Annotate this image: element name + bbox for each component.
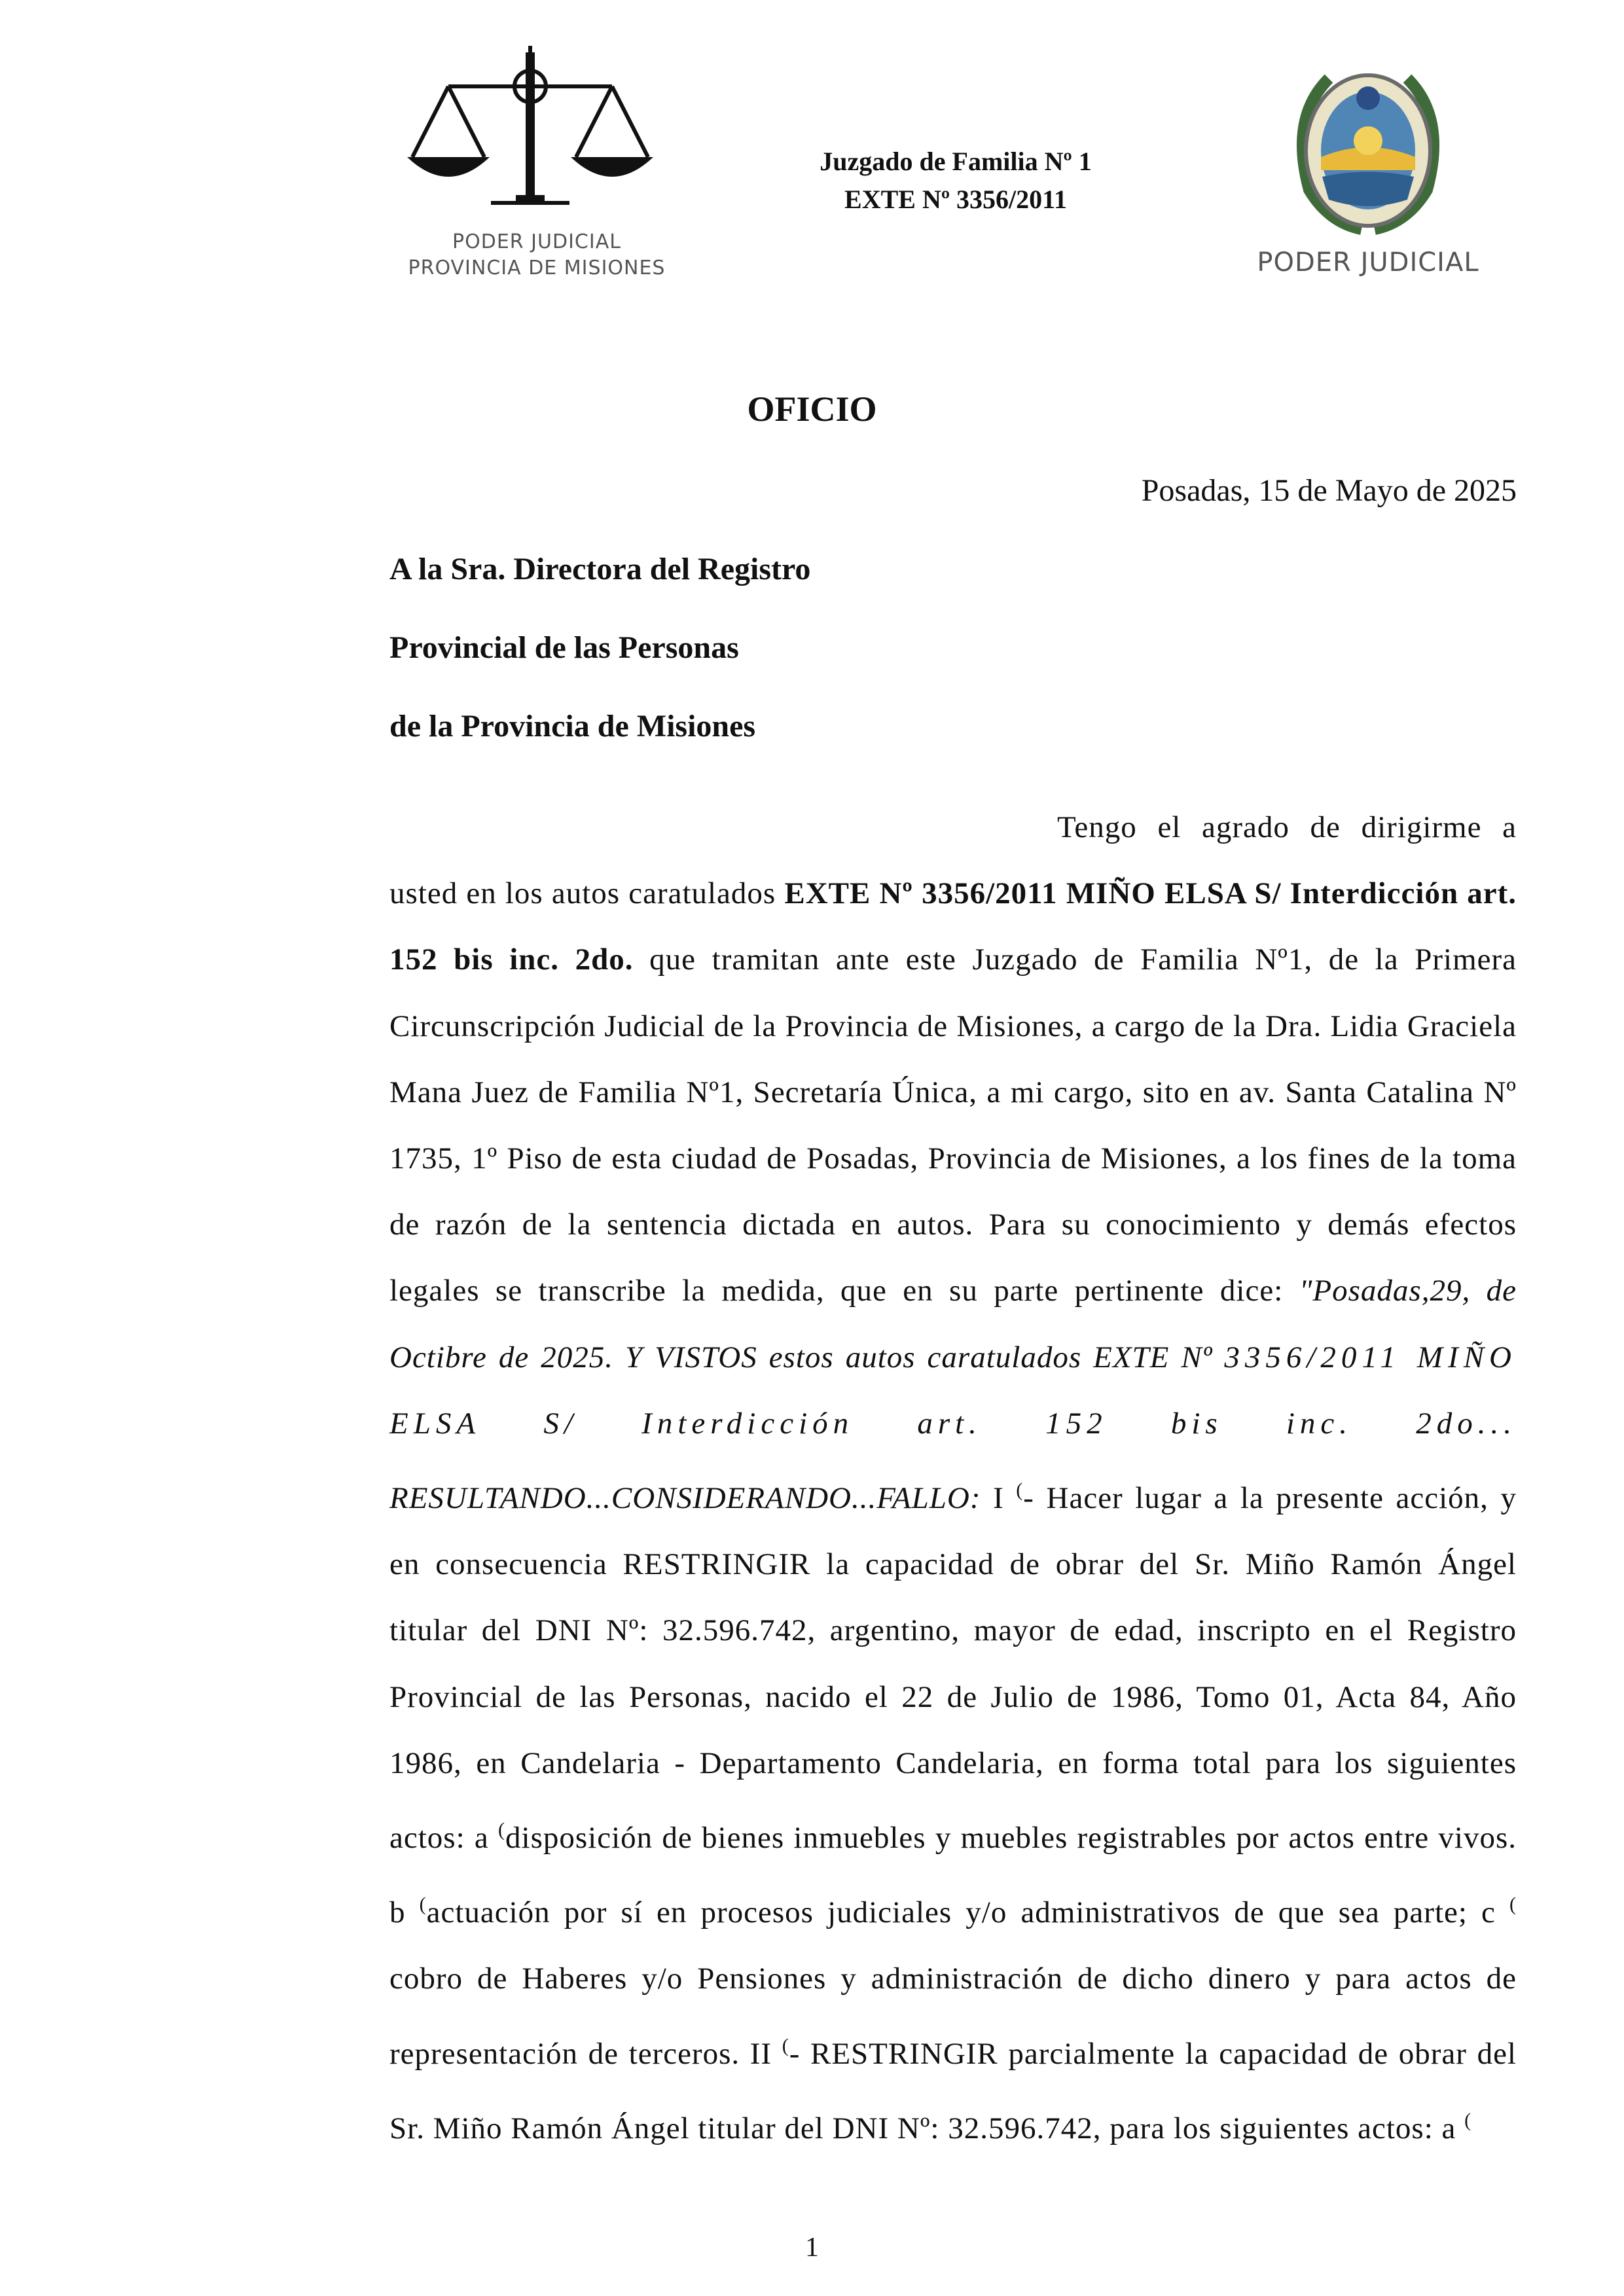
page-number: 1 [805,2233,819,2263]
logo-caption-line2: PROVINCIA DE MISIONES [408,257,666,279]
quoted-resolution: RESULTANDO...CONSIDERANDO...FALLO: [389,1481,981,1516]
body-text: I [981,1481,1017,1516]
body-text: cobro de Haberes y/o Pensiones y administración de dicho dinero y para actos de representación de terceros. II [389,1962,1517,2071]
paren-mark: ( [1464,2109,1472,2131]
paren-mark: ( [1509,1893,1517,1916]
paren-mark: ( [1016,1479,1024,1501]
provincia-misiones-logo [1231,59,1506,288]
court-header [759,143,1152,219]
logo-caption-line1: PODER JUDICIAL [452,230,621,253]
addressee-line-3: de la Provincia de Misiones [389,709,756,744]
addressee-line-1: A la Sra. Directora del Registro [389,552,811,586]
place-date: Posadas, 15 de Mayo de 2025 [1141,473,1517,508]
case-number: EXTE Nº 3356/2011 [844,185,1067,214]
addressee-line-2: Provincial de las Personas [389,630,739,665]
body-text: - RESTRINGIR parcialmente la capacidad de obrar del Sr. Miño Ramón Ángel titular del DNI Nº: 32.596.742, para los siguientes actos: a [389,2036,1517,2145]
body-text: Tengo el agrado de dirigirme a usted en los autos caratulados [389,810,1517,911]
document-body [389,795,1517,2162]
body-paragraph [389,795,1517,2162]
quoted-resolution: "Posadas,29, de Octibre de 2025. Y VISTOS estos autos caratulados EXTE Nº [389,1274,1517,1374]
body-text: disposición de bienes inmuebles y muebles registrables por actos entre vivos. b [389,1821,1517,1930]
poder-judicial-logo [393,39,681,288]
case-caption: EXTE Nº 3356/2011 MIÑO ELSA S/ Interdicción art. 152 bis inc. 2do. [389,876,1517,977]
logo-caption: PODER JUDICIAL [1257,247,1479,278]
paren-mark: ( [419,1893,427,1916]
body-text: actuación por sí en procesos judiciales y/o administrativos de que sea parte; c [426,1895,1510,1930]
body-text: que tramitan ante este Juzgado de Familia Nº1, de la Primera Circunscripción Judicial de la Provincia de Misiones, a cargo de la Dra. Lidia Graciela Mana Juez de Familia Nº1, Secretaría Única, a mi cargo, sito en av. Santa Catalina Nº 1735, 1º Piso de esta ciudad de Posadas, Provincia de Misiones, a los fines de la toma de razón de la sentencia dictada en autos. Para su conocimiento y demás efectos legales se transcribe la medida, que en su parte pertinente dice: [389,942,1517,1308]
scales-of-justice-icon [393,39,681,236]
paren-mark: ( [498,1819,506,1841]
quoted-resolution: 3356/2011 MIÑO ELSA S/ Interdicción art. 152 bis inc. 2do... [389,1340,1517,1441]
body-text: - Hacer lugar a la presente acción, y en consecuencia RESTRINGIR la capacidad de obrar del Sr. Miño Ramón Ángel titular del DNI Nº: 32.596.742, argentino, mayor de edad, inscripto en el Registro Provincial de las Personas, nacido el 22 de Julio de 1986, Tomo 01, Acta 84, Año 1986, en Candelaria - Departamento Candelaria, en forma total para los siguientes actos: a [389,1481,1517,1856]
paren-mark: ( [782,2034,789,2056]
document-title: OFICIO [747,389,877,429]
court-name: Juzgado de Familia Nº 1 [820,147,1092,176]
provincial-coat-of-arms-icon [1231,59,1506,236]
